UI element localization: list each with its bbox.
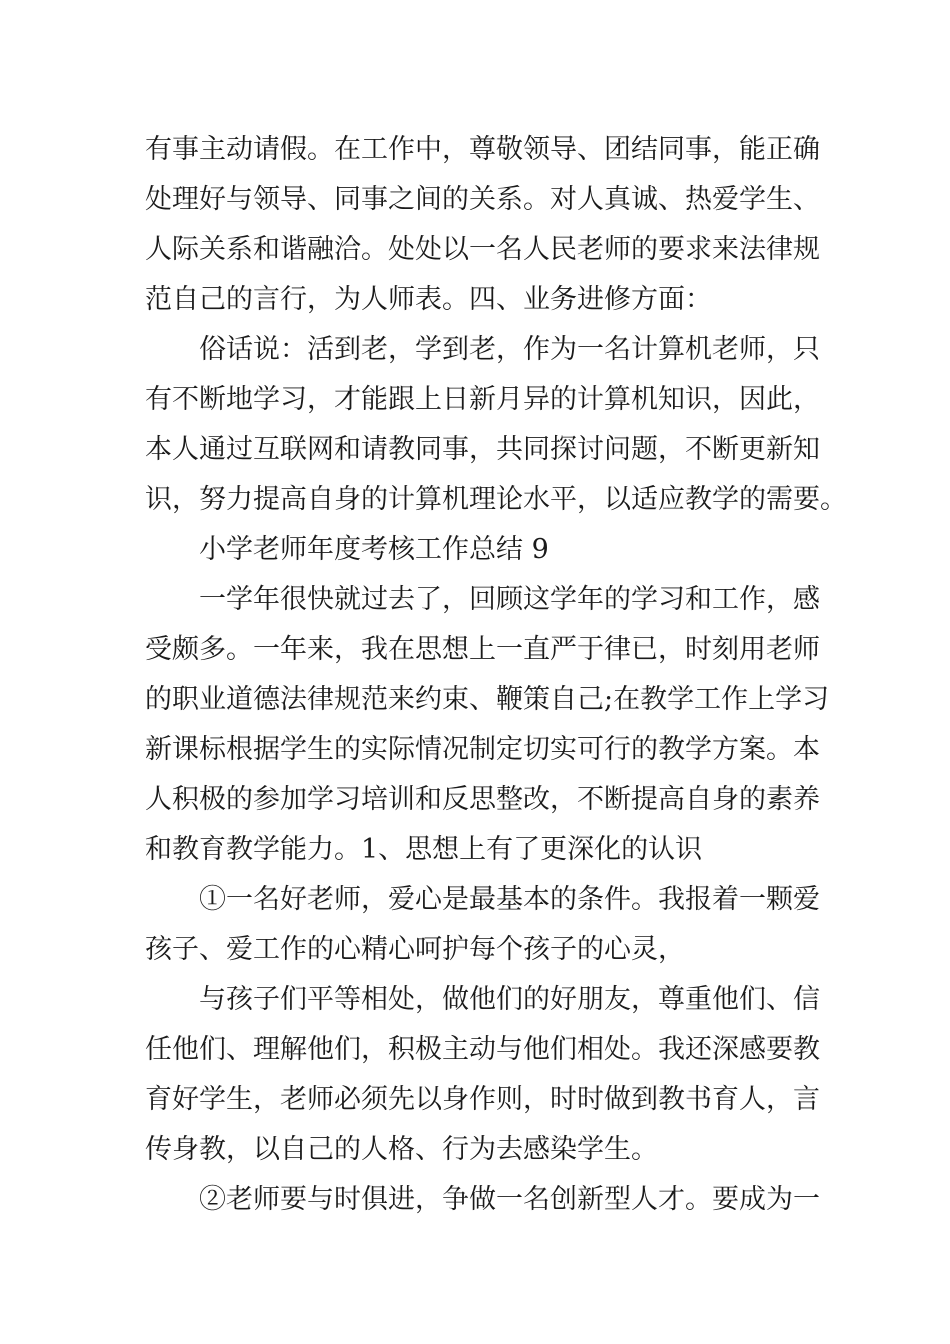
paragraph-first-line: ②老师要与时俱进，争做一名创新型人才。要成为一 xyxy=(199,1184,820,1215)
paragraph-first-line: 俗话说：活到老，学到老，作为一名计算机老师，只 xyxy=(199,334,820,365)
text-line: 有事主动请假。在工作中，尊敬领导、团结同事，能正确 xyxy=(145,134,820,165)
text-line: 孩子、爱工作的心精心呵护每个孩子的心灵， xyxy=(145,934,685,965)
text-line: 任他们、理解他们，积极主动与他们相处。我还深感要教 xyxy=(145,1034,820,1065)
text-line: 育好学生，老师必须先以身作则，时时做到教书育人，言 xyxy=(145,1084,820,1115)
text-line: 人积极的参加学习培训和反思整改，不断提高自身的素养 xyxy=(145,784,820,815)
text-line: 和教育教学能力。1、思想上有了更深化的认识 xyxy=(145,834,703,865)
text-line: 处理好与领导、同事之间的关系。对人真诚、热爱学生、 xyxy=(145,184,820,215)
text-line: 人际关系和谐融洽。处处以一名人民老师的要求来法律规 xyxy=(145,234,820,265)
paragraph-first-line: 与孩子们平等相处，做他们的好朋友，尊重他们、信 xyxy=(199,984,820,1015)
text-line: 受颇多。一年来，我在思想上一直严于律已，时刻用老师 xyxy=(145,634,820,665)
text-line: 新课标根据学生的实际情况制定切实可行的教学方案。本 xyxy=(145,734,820,765)
text-line: 有不断地学习，才能跟上日新月异的计算机知识，因此， xyxy=(145,384,820,415)
text-line: 范自己的言行，为人师表。四、业务进修方面： xyxy=(145,284,712,315)
paragraph-first-line: ①一名好老师，爱心是最基本的条件。我报着一颗爱 xyxy=(199,884,820,915)
text-line: 的职业道德法律规范来约束、鞭策自己;在教学工作上学习 xyxy=(145,684,830,715)
text-line: 传身教，以自己的人格、行为去感染学生。 xyxy=(145,1134,658,1165)
section-heading: 小学老师年度考核工作总结 9 xyxy=(199,534,549,565)
paragraph-first-line: 一学年很快就过去了，回顾这学年的学习和工作，感 xyxy=(199,584,820,615)
text-line: 识，努力提高自身的计算机理论水平，以适应教学的需要。 xyxy=(145,484,847,515)
text-line: 本人通过互联网和请教同事，共同探讨问题，不断更新知 xyxy=(145,434,820,465)
